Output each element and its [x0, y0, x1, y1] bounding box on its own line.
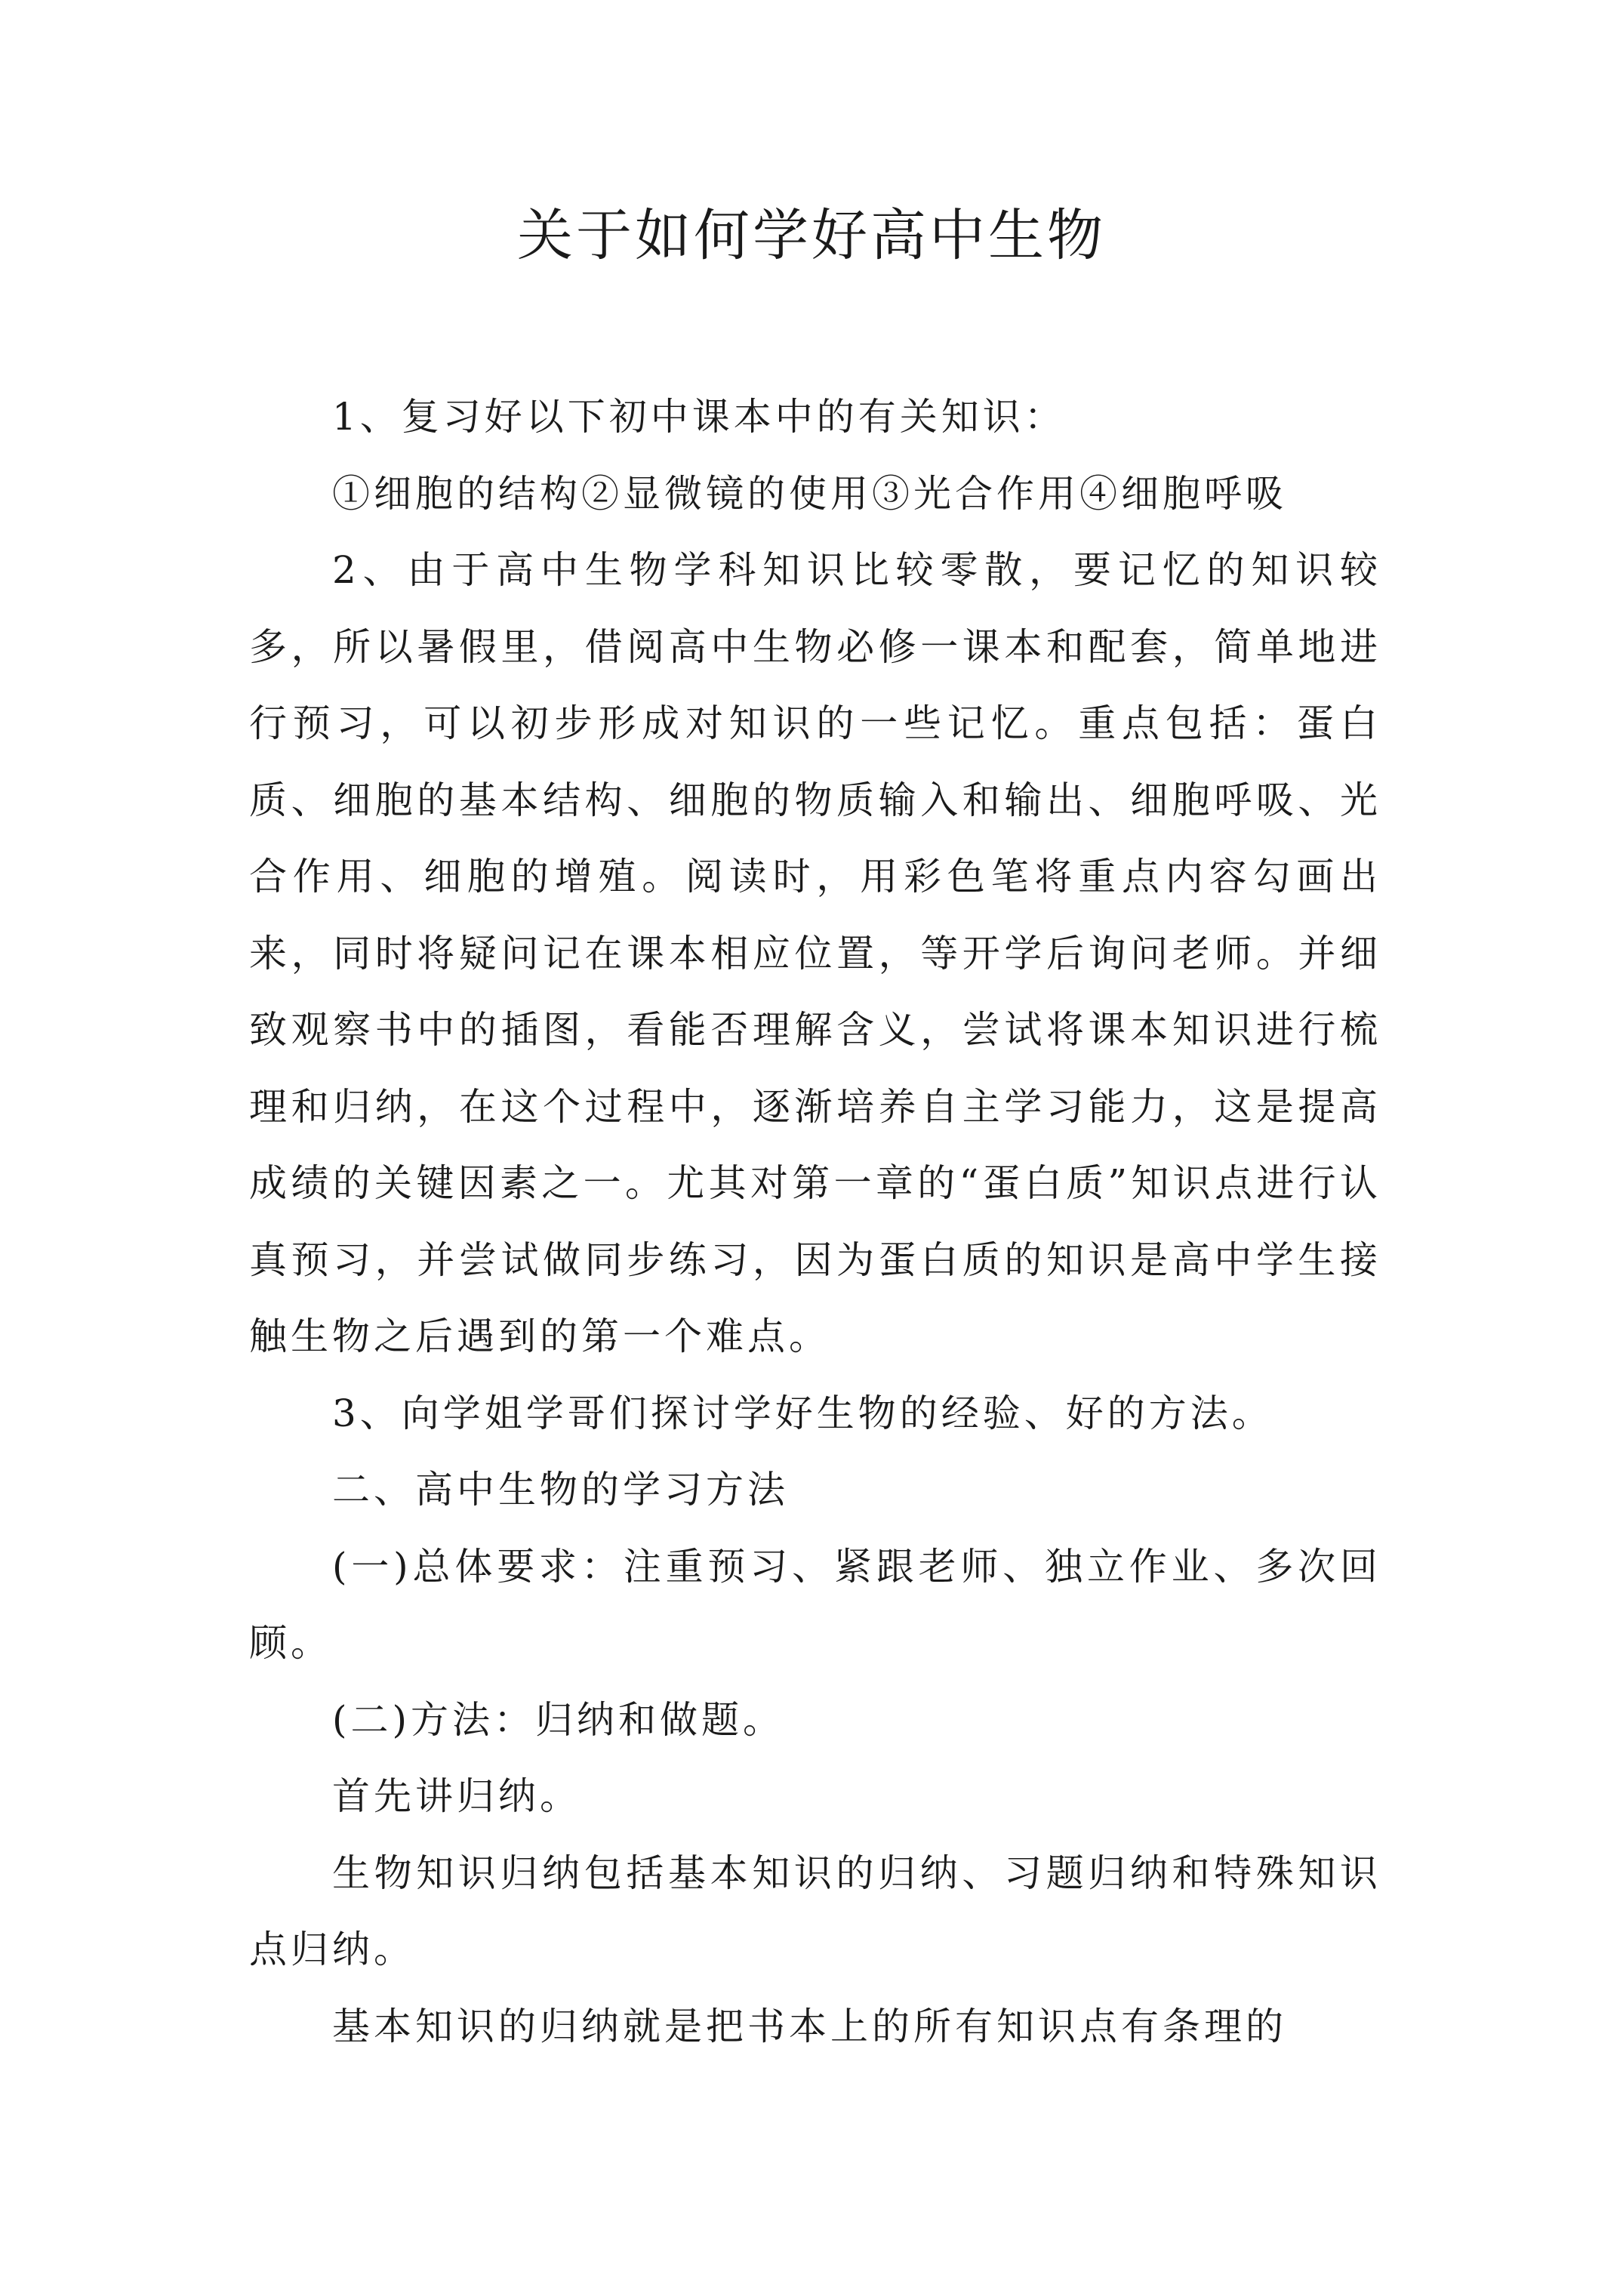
paragraph-general-requirements: (一)总体要求：注重预习、紧跟老师、独立作业、多次回顾。: [249, 1544, 1381, 1665]
document-body: [249, 379, 1381, 2065]
paragraph-review-items: ①细胞的结构②显微镜的使用③光合作用④细胞呼吸: [332, 471, 1287, 516]
paragraph-methods: (二)方法：归纳和做题。: [332, 1697, 785, 1742]
paragraph-basic-induction: 基本知识的归纳就是把书本上的所有知识点有条理的: [332, 2004, 1287, 2048]
section-heading-methods: 二、高中生物的学习方法: [332, 1468, 789, 1512]
paragraph-review-intro: 1、复习好以下初中课本中的有关知识：: [332, 395, 1066, 439]
paragraph-induction-first: 首先讲归纳。: [332, 1774, 581, 1818]
paragraph-induction-types: 生物知识归纳包括基本知识的归纳、习题归纳和特殊知识点归纳。: [249, 1851, 1381, 1971]
page-title: 关于如何学好高中生物: [517, 203, 1106, 268]
paragraph-summer-preview: 2、由于高中生物学科知识比较零散，要记忆的知识较多，所以暑假里，借阅高中生物必修一课本和配套，简单地进行预习，可以初步形成对知识的一些记忆。重点包括：蛋白质、细胞的基本结构、细胞的物质输入和输出、细胞呼吸、光合作用、细胞的增殖。阅读时，用彩色笔将重点内容勾画出来，同时将疑问记在课本相应位置，等开学后询问老师。并细致观察书中的插图，看能否理解含义，尝试将课本知识进行梳理和归纳，在这个过程中，逐渐培养自主学习能力，这是提高成绩的关键因素之一。尤其对第一章的“蛋白质”知识点进行认真预习，并尝试做同步练习，因为蛋白质的知识是高中学生接触生物之后遇到的第一个难点。: [249, 548, 1381, 1358]
paragraph-ask-seniors: 3、向学姐学哥们探讨学好生物的经验、好的方法。: [332, 1391, 1273, 1435]
